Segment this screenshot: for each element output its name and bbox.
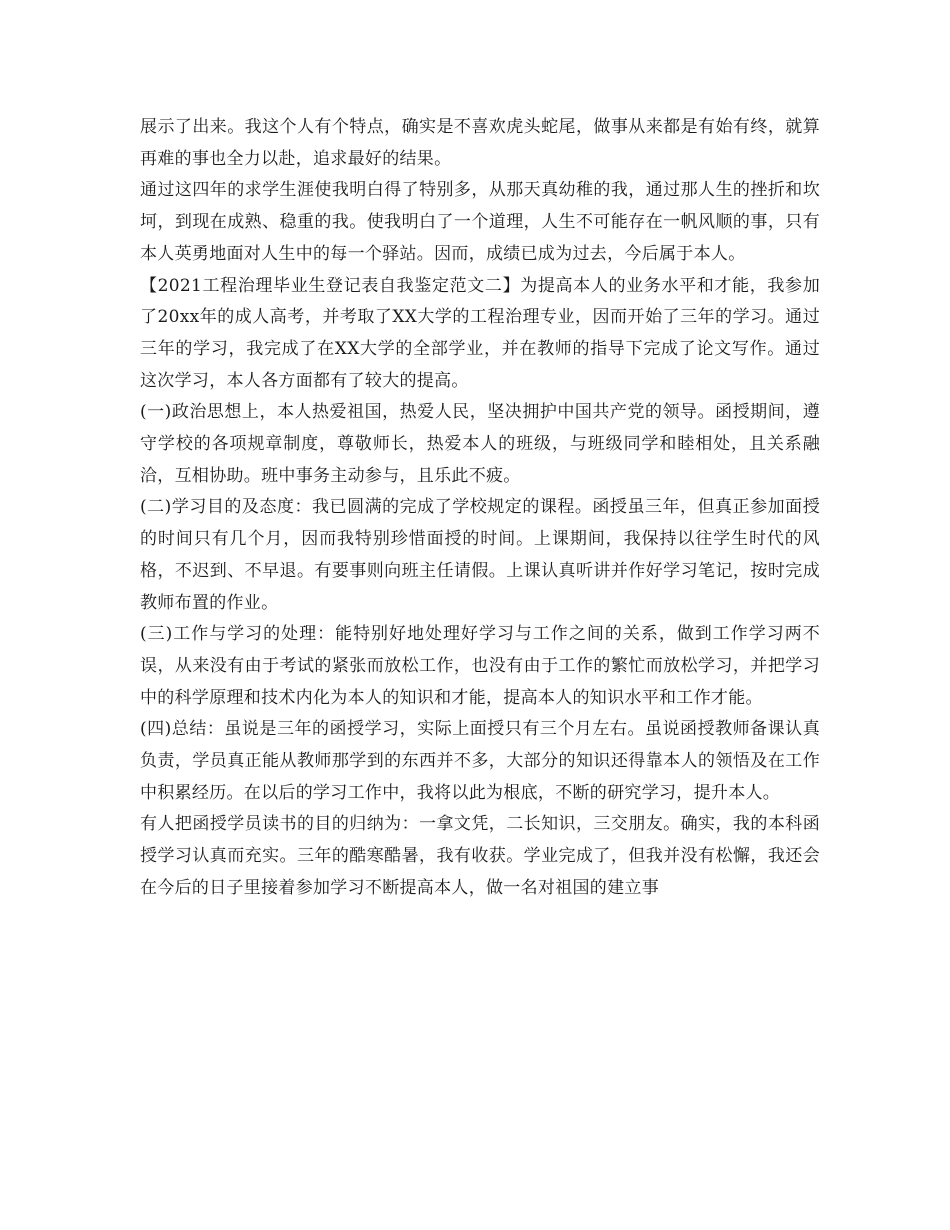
paragraph: 【2021工程治理毕业生登记表自我鉴定范文二】为提高本人的业务水平和才能，我参加了20xx年的成人高考，并考取了XX大学的工程治理专业，因而开始了三年的学习。通过三年的学习，我完成了在XX大学的全部学业，并在教师的指导下完成了论文写作。通过这次学习，本人各方面都有了较大的提高。 [140, 275, 820, 391]
paragraph: (一)政治思想上，本人热爱祖国，热爱人民，坚决拥护中国共产党的领导。函授期间，遵守学校的各项规章制度，尊敬师长，热爱本人的班级，与班级同学和睦相处，且关系融洽，互相协助。班中事务主动参与，且乐此不疲。 [140, 402, 820, 486]
document-body [140, 112, 820, 905]
paragraph: 通过这四年的求学生涯使我明白得了特别多，从那天真幼稚的我，通过那人生的挫折和坎坷，到现在成熟、稳重的我。使我明白了一个道理，人生不可能存在一帆风顺的事，只有本人英勇地面对人生中的每一个驿站。因而，成绩已成为过去，今后属于本人。 [140, 180, 820, 264]
paragraph: 有人把函授学员读书的目的归纳为：一拿文凭，二长知识，三交朋友。确实，我的本科函授学习认真而充实。三年的酷寒酷暑，我有收获。学业完成了，但我并没有松懈，我还会在今后的日子里接着参加学习不断提高本人，做一名对祖国的建立事 [140, 814, 820, 898]
paragraph: (二)学习目的及态度：我已圆满的完成了学校规定的课程。函授虽三年，但真正参加面授的时间只有几个月，因而我特别珍惜面授的时间。上课期间，我保持以往学生时代的风格，不迟到、不早退。有要事则向班主任请假。上课认真听讲并作好学习笔记，按时完成教师布置的作业。 [140, 497, 820, 613]
paragraph: (四)总结：虽说是三年的函授学习，实际上面授只有三个月左右。虽说函授教师备课认真负责，学员真正能从教师那学到的东西并不多，大部分的知识还得靠本人的领悟及在工作中积累经历。在以后的学习工作中，我将以此为根底，不断的研究学习，提升本人。 [140, 719, 820, 803]
paragraph: 展示了出来。我这个人有个特点，确实是不喜欢虎头蛇尾，做事从来都是有始有终，就算再难的事也全力以赴，追求最好的结果。 [140, 117, 820, 169]
paragraph: (三)工作与学习的处理：能特别好地处理好学习与工作之间的关系，做到工作学习两不误，从来没有由于考试的紧张而放松工作，也没有由于工作的繁忙而放松学习，并把学习中的科学原理和技术内化为本人的知识和才能，提高本人的知识水平和工作才能。 [140, 624, 820, 708]
